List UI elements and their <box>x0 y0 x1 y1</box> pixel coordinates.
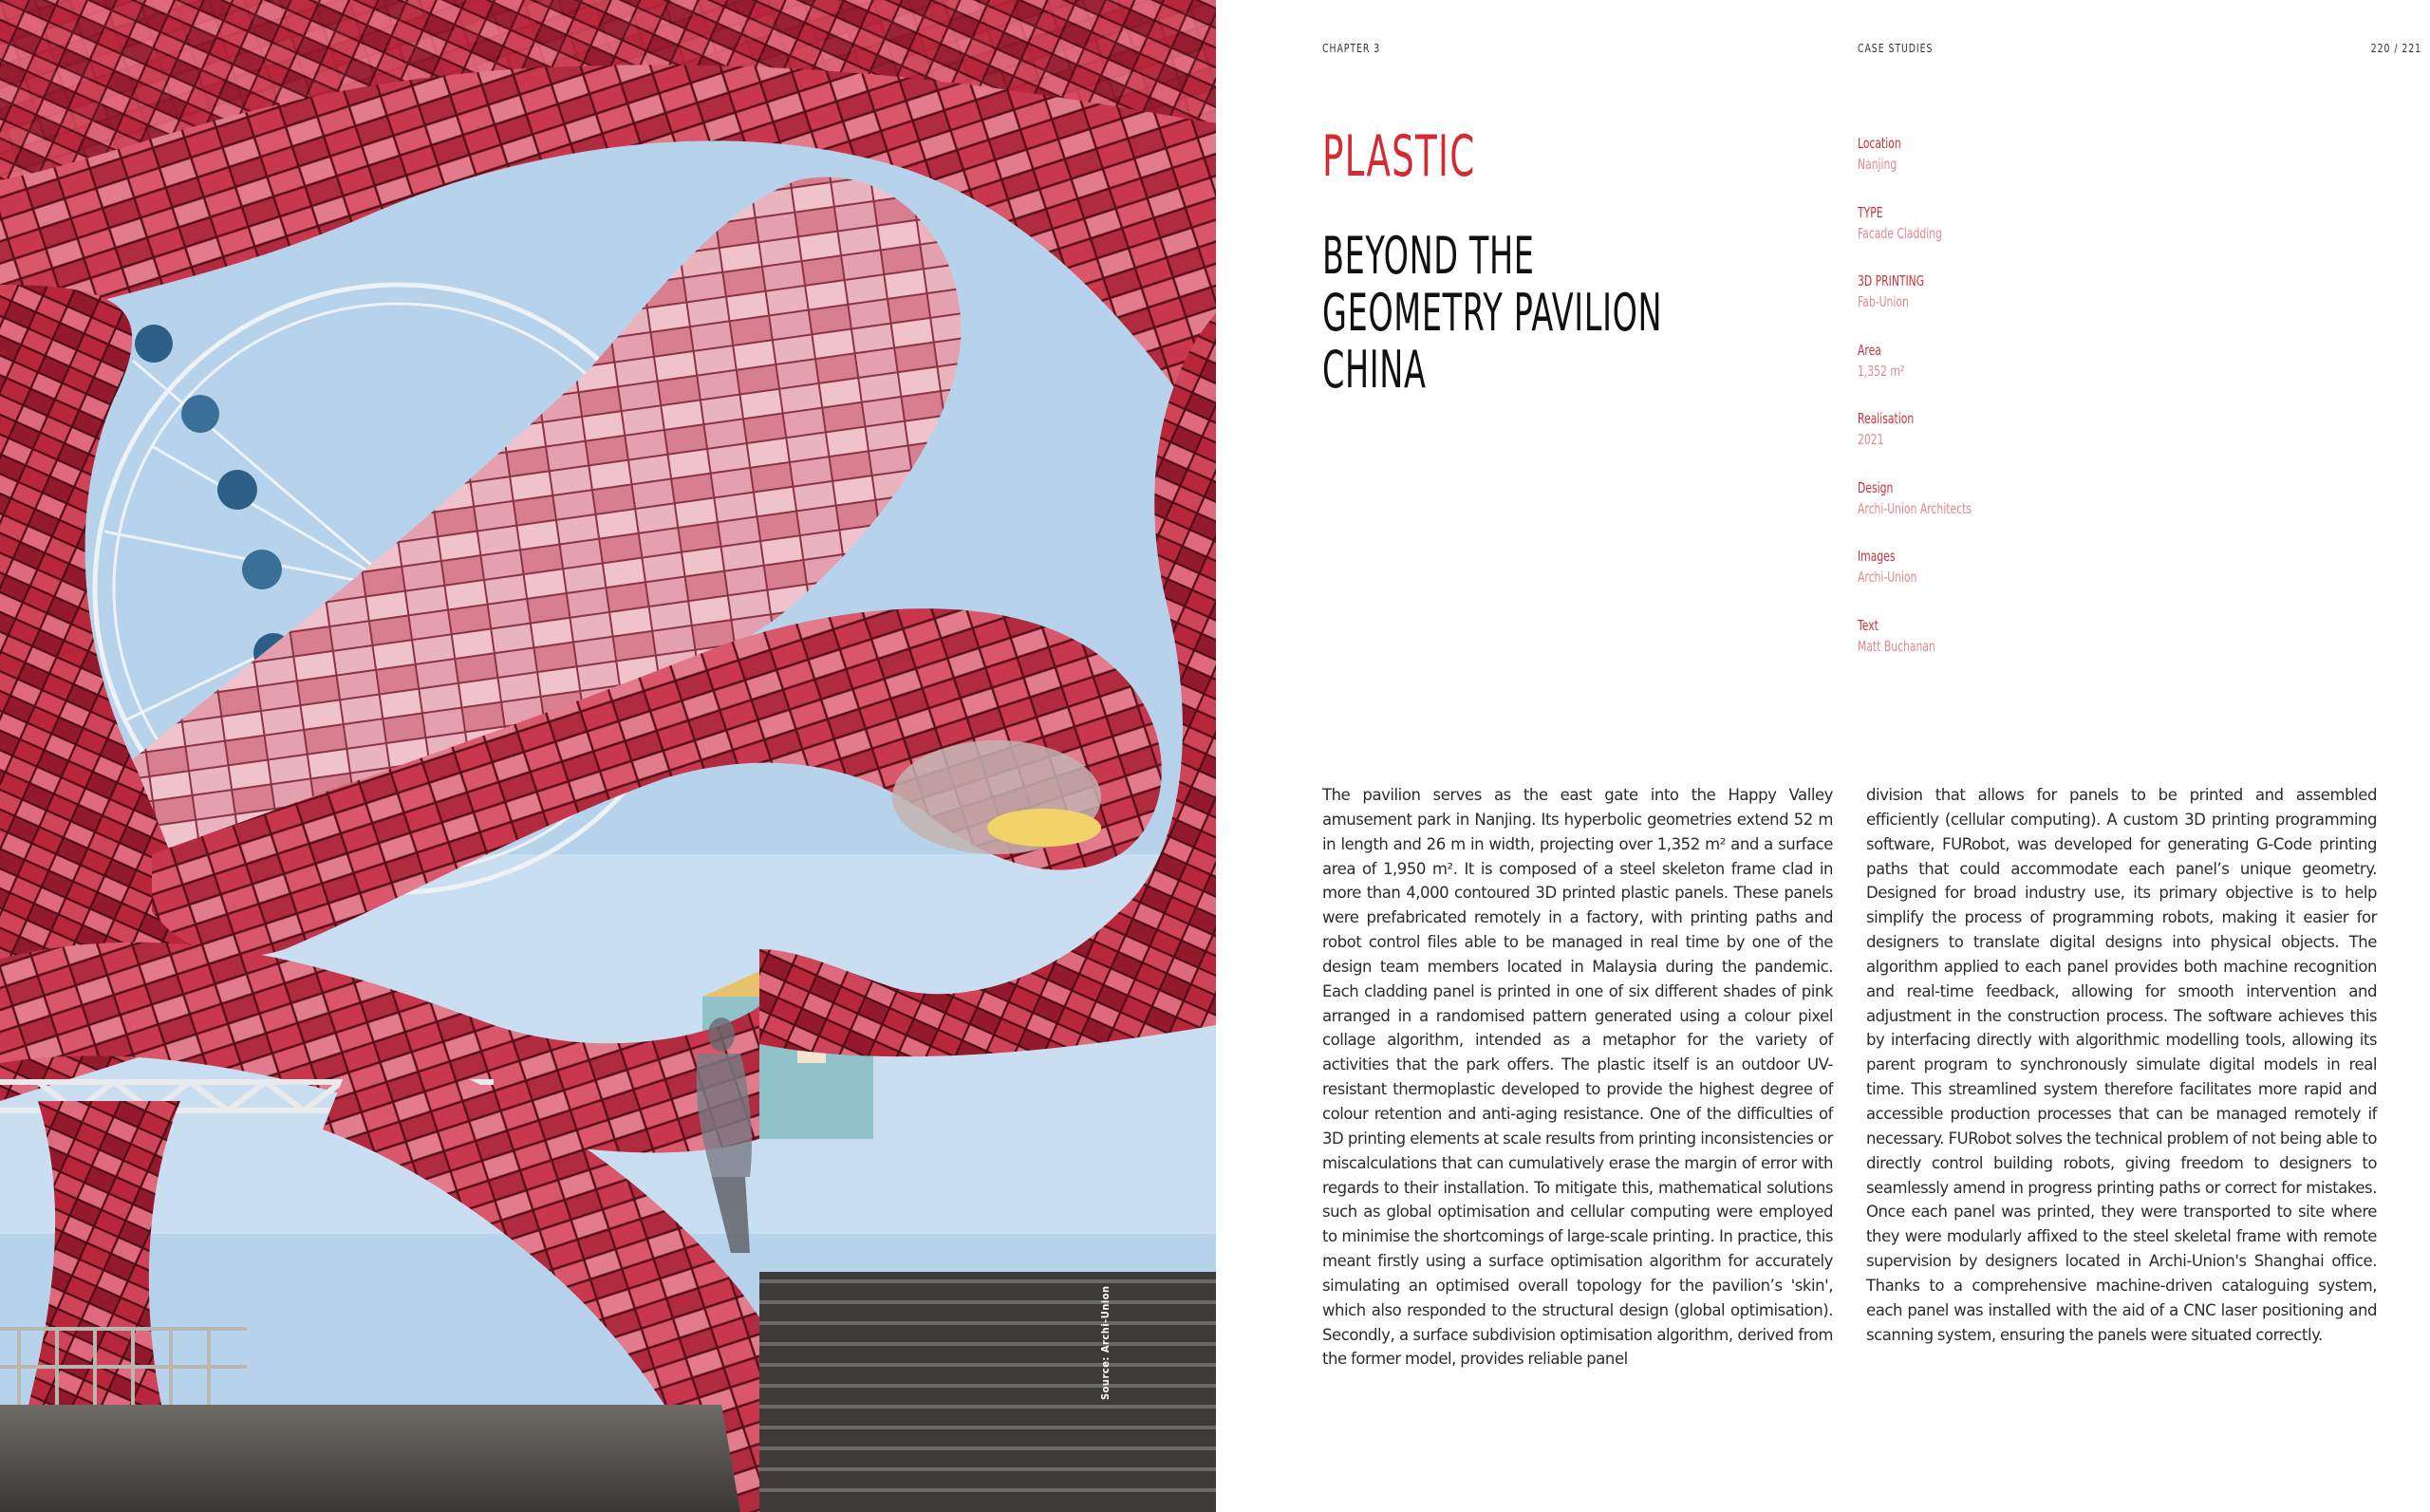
fact-label: Realisation <box>1858 410 1915 427</box>
fact-label: Images <box>1858 548 1896 565</box>
running-header-section: CASE STUDIES <box>1858 42 1934 55</box>
fact-value: Archi-Union <box>1858 569 1917 586</box>
article-page <box>1216 0 2430 1512</box>
page-numbers: 220 / 221 <box>2370 42 2421 55</box>
fact-type <box>1858 202 2142 271</box>
fact-label: Text <box>1858 616 1879 634</box>
category-label: PLASTIC <box>1322 123 1476 190</box>
project-title <box>1322 228 1675 399</box>
fact-value: Archi-Union Architects <box>1858 499 1972 517</box>
body-column-1: The pavilion serves as the east gate into the Happy Valley amusement park in Nanjing. Its hyperbolic geometries extend 52 m in length and 26 m in width, projecting over 1,352 m² and a surface area of 1,950 m². It is composed of a steel skeleton frame clad in more than 4,000 contoured 3D printed plastic panels. These panels were prefabricated remotely in a factory, with printing paths and robot control files able to be managed in real time by one of the design team members located in Malaysia during the pandemic. Each cladding panel is printed in one of six different shades of pink arranged in a randomised pattern generated using a colour pixel collage algorithm, intended as a metaphor for the variety of activities that the park offers. The plastic itself is an outdoor UV-resistant thermoplastic developed to provide the highest degree of colour retention and anti-aging resistance. One of the difficulties of 3D printing elements at scale results from printing inconsistencies or miscalculations that can cumulatively erase the margin of error with regards to their installation. To mitigate this, mathematical solutions such as global optimisation and cellular computing were employed to minimise the shortcomings of large-scale printing. In practice, this meant firstly using a surface optimisation algorithm for accurately simulating an optimised overall topology for the pavilion’s 'skin', which also responded to the structural design (global optimisation). Secondly, a surface subdivision optimisation algorithm, derived from the former model, provides reliable panel <box>1322 786 1833 1369</box>
fact-label: Location <box>1858 135 1901 152</box>
fact-realisation <box>1858 408 2142 477</box>
title-line: BEYOND THE <box>1322 226 1535 286</box>
fact-label: Area <box>1858 341 1881 359</box>
fact-value: Fab-Union <box>1858 293 1909 310</box>
title-line: CHINA <box>1322 340 1427 400</box>
body-column-2: division that allows for panels to be printed and assembled efficiently (cellular computing). A custom 3D printing programming software, FURobot, was developed for generating G-Code printing paths that could accommodate each panel’s unique geometry. Designed for broad industry use, its primary objective is to help simplify the process of programming robots, making it easier for designers to translate digital designs into physical objects. The algorithm applied to each panel provides both machine recognition and real-time feedback, allowing for smooth intervention and adjustment in the construction process. The software achieves this by interfacing directly with algorithmic modelling tools, allowing its parent program to synchronously simulate digital models in real time. This streamlined system therefore facilitates more rapid and accessible production processes that can be managed remotely if necessary. FURobot solves the technical problem of not being able to directly control building robots, giving freedom to designers to seamlessly amend in progress printing paths or correct for mistakes. Once each panel was printed, they were transported to site where they were modularly affixed to the steel skeletal frame with remote supervision by designers located in Archi-Union's Shanghai office. Thanks to a comprehensive machine-driven cataloguing system, each panel was installed with the aid of a CNC laser positioning and scanning system, ensuring the panels were situated correctly. <box>1866 786 2377 1344</box>
fact-value: 1,352 m² <box>1858 362 1905 380</box>
fact-images <box>1858 546 2142 615</box>
fact-value: Nanjing <box>1858 156 1897 173</box>
fact-location <box>1858 133 2142 202</box>
project-facts <box>1858 133 2142 683</box>
photo-credit: Source: Archi-Union <box>1099 1285 1112 1400</box>
fact-text <box>1858 615 2142 684</box>
fact-area <box>1858 340 2142 409</box>
fact-label: 3D PRINTING <box>1858 272 1925 289</box>
fact-value: Matt Buchanan <box>1858 637 1935 655</box>
running-header-chapter: CHAPTER 3 <box>1322 42 1381 55</box>
fact-3d-printing <box>1858 271 2142 340</box>
title-line: GEOMETRY PAVILION <box>1322 283 1663 343</box>
fact-label: Design <box>1858 478 1894 496</box>
fact-design <box>1858 477 2142 547</box>
fact-value: 2021 <box>1858 431 1884 448</box>
fact-value: Facade Cladding <box>1858 224 1942 242</box>
fact-label: TYPE <box>1858 203 1883 221</box>
stairs <box>759 1272 1216 1512</box>
